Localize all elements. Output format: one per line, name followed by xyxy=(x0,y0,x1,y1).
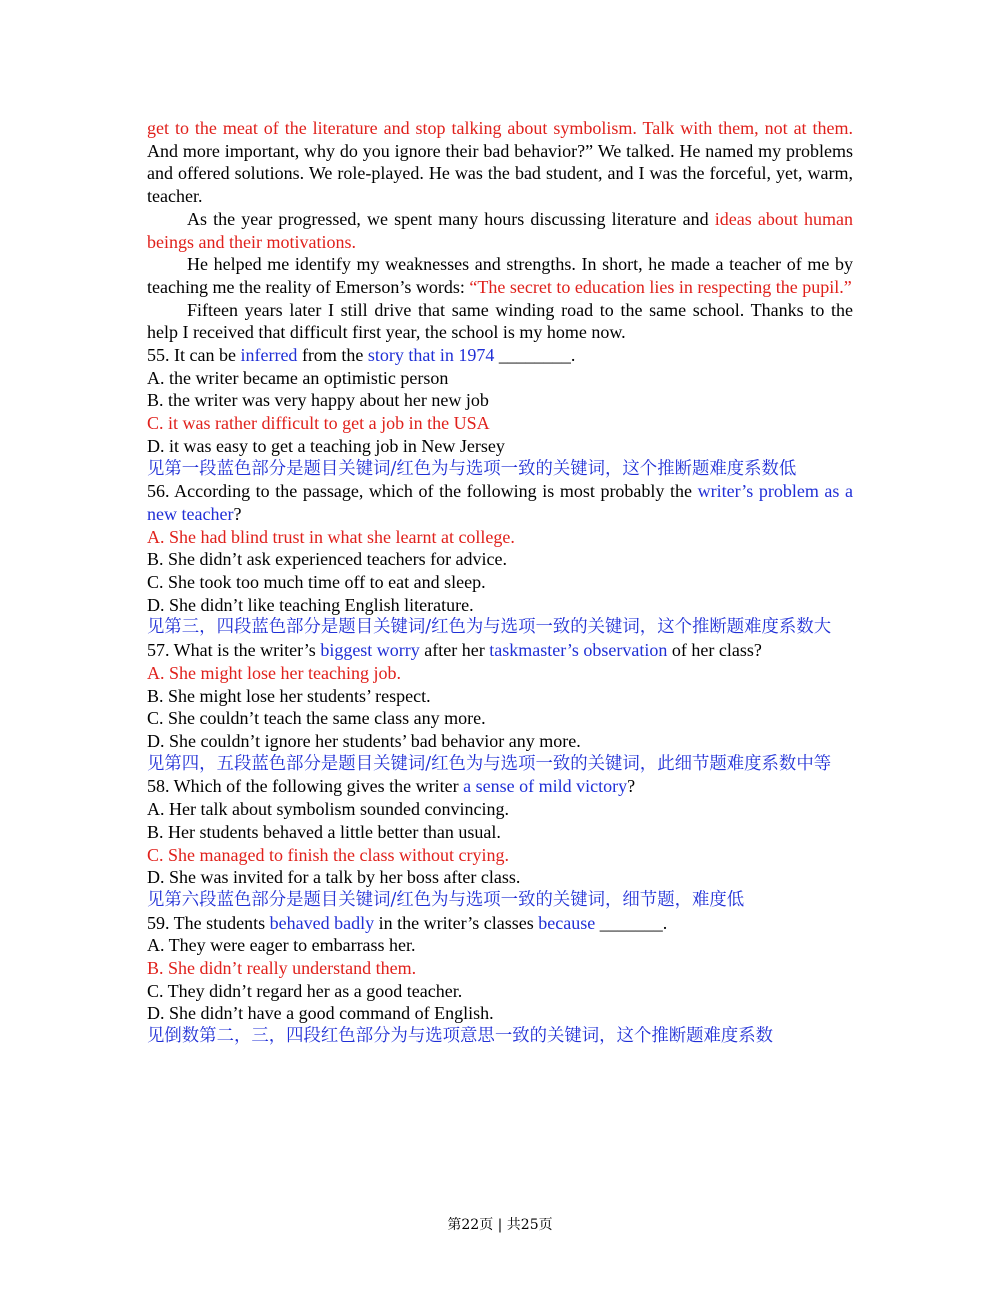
option-b: B. She might lose her students’ respect. xyxy=(147,685,431,706)
highlight-red: ideas about human beings and their motivations. xyxy=(147,208,854,252)
option-a: A. the writer became an optimistic person xyxy=(147,367,449,388)
option-c-answer: C. She managed to finish the class without crying. xyxy=(147,844,509,865)
passage-paragraph xyxy=(147,253,853,298)
answer-note: 见第三，四段蓝色部分是题目关键词/红色为与选项一致的关键词，这个推断题难度系数大 xyxy=(147,617,832,638)
answer-note: 见第六段蓝色部分是题目关键词/红色为与选项一致的关键词，细节题，难度低 xyxy=(147,889,745,910)
option-d: D. it was easy to get a teaching job in New Jersey xyxy=(147,435,505,456)
keyword-blue: writer’s problem as a new teacher xyxy=(147,481,854,524)
option-b: B. She didn’t ask experienced teachers for advice. xyxy=(147,549,508,570)
answer-note: 见第一段蓝色部分是题目关键词/红色为与选项一致的关键词，这个推断题难度系数低 xyxy=(147,458,797,479)
option-c: C. She couldn’t teach the same class any more. xyxy=(147,708,486,729)
page-footer: 第22页 | 共25页 xyxy=(447,1217,553,1233)
keyword-blue: story that in 1974 xyxy=(367,345,495,366)
answer-note: 见倒数第二，三，四段红色部分为与选项意思一致的关键词，这个推断题难度系数 xyxy=(147,1026,774,1047)
option-d: D. She didn’t have a good command of English. xyxy=(147,1003,494,1024)
passage-paragraph: Fifteen years later I still drive that same winding road to the same school. Thanks to the help I received that difficult first year, the school is my home now. xyxy=(147,299,853,343)
option-a: A. They were eager to embarrass her. xyxy=(147,935,416,956)
option-c-answer: C. it was rather difficult to get a job in the USA xyxy=(147,413,490,434)
keyword-blue: taskmaster’s observation xyxy=(489,640,668,661)
keyword-blue: inferred xyxy=(240,345,298,366)
keyword-blue: because xyxy=(538,912,596,933)
highlight-red: “The secret to education lies in respecting the pupil.” xyxy=(469,276,852,297)
question-stem: 55. It can be inferred from the story that in 1974 ________. xyxy=(147,345,576,366)
passage-paragraph xyxy=(147,208,853,253)
option-b-answer: B. She didn’t really understand them. xyxy=(147,958,417,979)
question-stem: 59. The students behaved badly in the writer’s classes because _______. xyxy=(147,912,668,933)
passage-text: And more important, why do you ignore their bad behavior?” We talked. He named my problems and offered solutions. We role-played. He was the bad student, and I was the forceful, yet, warm, teacher. xyxy=(147,140,853,207)
highlight-red: Talk with them, not at them. xyxy=(642,118,853,138)
option-d: D. She didn’t like teaching English literature. xyxy=(147,594,474,615)
keyword-blue: a sense of mild victory xyxy=(463,776,628,797)
option-a-answer: A. She had blind trust in what she learnt at college. xyxy=(147,526,515,547)
keyword-blue: behaved badly xyxy=(269,912,375,933)
passage-text: He helped me identify my weaknesses and strengths. In short, he made a teacher of me by teaching me the reality of Emerson’s words: xyxy=(147,254,853,297)
option-d: D. She couldn’t ignore her students’ bad behavior any more. xyxy=(147,730,581,751)
option-a-answer: A. She might lose her teaching job. xyxy=(147,662,401,683)
option-c: C. They didn’t regard her as a good teacher. xyxy=(147,980,463,1001)
option-a: A. Her talk about symbolism sounded convincing. xyxy=(147,799,509,820)
answer-note: 见第四，五段蓝色部分是题目关键词/红色为与选项一致的关键词，此细节题难度系数中等 xyxy=(147,753,832,774)
passage-text: As the year progressed, we spent many hours discussing literature and xyxy=(187,208,715,229)
option-c: C. She took too much time off to eat and sleep. xyxy=(147,572,486,593)
option-d: D. She was invited for a talk by her boss after class. xyxy=(147,867,521,888)
keyword-blue: biggest worry xyxy=(320,640,420,661)
question-stem: 57. What is the writer’s biggest worry after her taskmaster’s observation of her class? xyxy=(147,640,762,661)
highlight-red: get to the meat of the literature and stop talking about symbolism. xyxy=(147,118,637,138)
question-stem: 58. Which of the following gives the writer a sense of mild victory? xyxy=(147,776,636,797)
passage-paragraph xyxy=(147,117,853,208)
option-b: B. the writer was very happy about her new job xyxy=(147,390,489,411)
option-b: B. Her students behaved a little better than usual. xyxy=(147,821,501,842)
question-stem: 56. According to the passage, which of the following is most probably the writer’s problem as a new teacher? xyxy=(147,481,854,524)
document-page xyxy=(147,117,853,1048)
